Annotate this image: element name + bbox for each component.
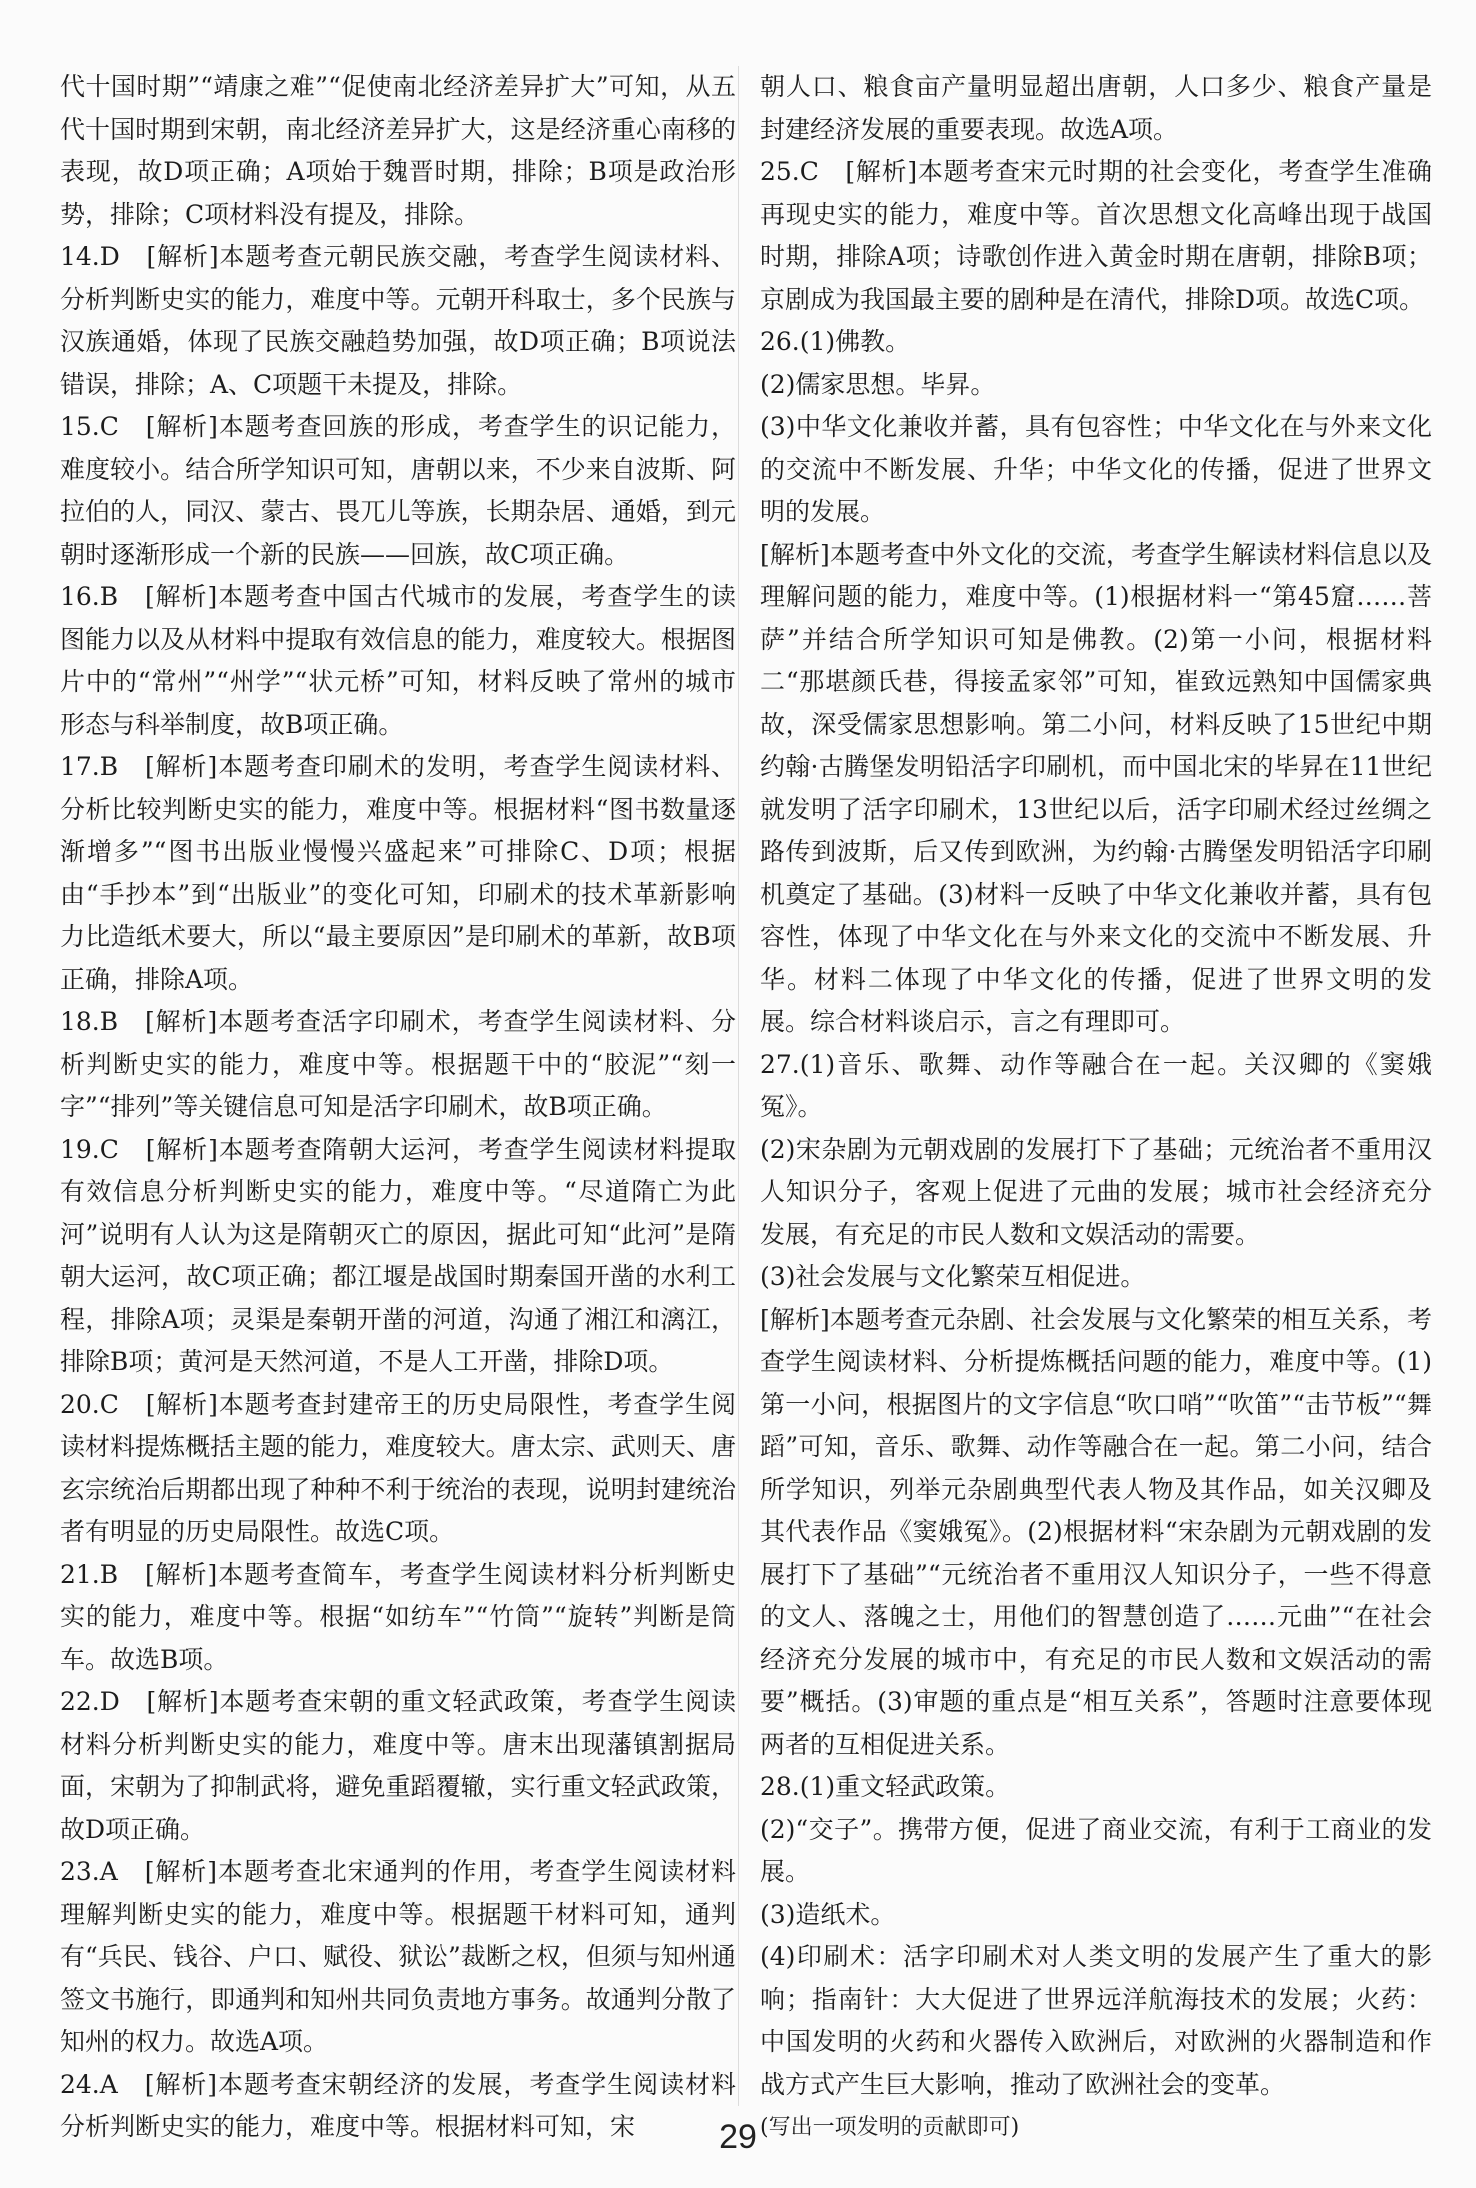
- answer-19: 19.C [解析]本题考查隋朝大运河，考查学生阅读材料提取有效信息分析判断史实的能力，难度中等。“尽道隋亡为此河”说明有人认为这是隋朝灭亡的原因，据此可知“此河”是隋朝大运河，故C项正确；都江堰是战国时期秦国开凿的水利工程，排除A项；灵渠是秦朝开凿的河道，沟通了湘江和漓江，排除B项；黄河是天然河道，不是人工开凿，排除D项。: [60, 1134, 736, 1376]
- answer-28-1: 28.(1)重文轻武政策。: [760, 1772, 1011, 1801]
- answer-24: 24.A [解析]本题考查宋朝经济的发展，考查学生阅读材料分析判断史实的能力，难度中等。根据材料可知，宋: [60, 2069, 736, 2141]
- answer-17: 17.B [解析]本题考查印刷术的发明，考查学生阅读材料、分析比较判断史实的能力，难度中等。根据材料“图书数量逐渐增多”“图书出版业慢慢兴盛起来”可排除C、D项；根据由“手抄本”到“出版业”的变化可知，印刷术的技术革新影响力比造纸术要大，所以“最主要原因”是印刷术的革新，故B项正确，排除A项。: [60, 752, 736, 994]
- answer-16: 16.B [解析]本题考查中国古代城市的发展，考查学生的读图能力以及从材料中提取有效信息的能力，难度较大。根据图片中的“常州”“州学”“状元桥”可知，材料反映了常州的城市形态与科举制度，故B项正确。: [60, 582, 736, 739]
- answer-paragraph: 代十国时期”“靖康之难”“促使南北经济差异扩大”可知，从五代十国时期到宋朝，南北经济差异扩大，这是经济重心南移的表现，故D项正确；A项始于魏晋时期，排除；B项是政治形势，排除；C项材料没有提及，排除。: [60, 72, 736, 229]
- answer-21: 21.B [解析]本题考查简车，考查学生阅读材料分析判断史实的能力，难度中等。根据“如纺车”“竹筒”“旋转”判断是筒车。故选B项。: [60, 1559, 736, 1674]
- answer-18: 18.B [解析]本题考查活字印刷术，考查学生阅读材料、分析判断史实的能力，难度中等。根据题干中的“胶泥”“刻一字”“排列”等关键信息可知是活字印刷术，故B项正确。: [60, 1007, 736, 1121]
- answer-note: (写出一项发明的贡献即可): [760, 2115, 1020, 2140]
- answer-26-analysis: [解析]本题考查中外文化的交流，考查学生解读材料信息以及理解问题的能力，难度中等。(1)根据材料一“第45窟……菩萨”并结合所学知识可知是佛教。(2)第一小问，根据材料二“那堪颜氏巷，得接孟家邻”可知，崔致远熟知中国儒家典故，深受儒家思想影响。第二小问，材料反映了15世纪中期约翰·古腾堡发明铅活字印刷机，而中国北宋的毕昇在11世纪就发明了活字印刷术，13世纪以后，活字印刷术经过丝绸之路传到波斯，后又传到欧洲，为约翰·古腾堡发明铅活字印刷机奠定了基础。(3)材料一反映了中华文化兼收并蓄，具有包容性，体现了中华文化在与外来文化的交流中不断发展、升华。材料二体现了中华文化的传播，促进了世界文明的发展。综合材料谈启示，言之有理即可。: [760, 539, 1432, 1036]
- answer-25: 25.C [解析]本题考查宋元时期的社会变化，考查学生准确再现史实的能力，难度中等。首次思想文化高峰出现于战国时期，排除A项；诗歌创作进入黄金时期在唐朝，排除B项；京剧成为我国最主要的剧种是在清代，排除D项。故选C项。: [760, 157, 1432, 314]
- column-divider: [738, 66, 739, 2106]
- answer-14: 14.D [解析]本题考查元朝民族交融，考查学生阅读材料、分析判断史实的能力，难度中等。元朝开科取士，多个民族与汉族通婚，体现了民族交融趋势加强，故D项正确；B项说法错误，排除；A、C项题干未提及，排除。: [60, 242, 736, 399]
- right-column: [760, 66, 1432, 2148]
- answer-26-2: (2)儒家思想。毕昇。: [760, 369, 996, 399]
- answer-28-2: (2)“交子”。携带方便，促进了商业交流，有利于工商业的发展。: [760, 1814, 1432, 1886]
- answer-24-continued: 朝人口、粮食亩产量明显超出唐朝，人口多少、粮食产量是封建经济发展的重要表现。故选A项。: [760, 72, 1432, 144]
- answer-27-analysis: [解析]本题考查元杂剧、社会发展与文化繁荣的相互关系，考查学生阅读材料、分析提炼概括问题的能力，难度中等。(1)第一小问，根据图片的文字信息“吹口哨”“吹笛”“击节板”“舞蹈”可知，音乐、歌舞、动作等融合在一起。第二小问，结合所学知识，列举元杂剧典型代表人物及其作品，如关汉卿及其代表作品《窦娥冤》。(2)根据材料“宋杂剧为元朝戏剧的发展打下了基础”“元统治者不重用汉人知识分子，一些不得意的文人、落魄之士，用他们的智慧创造了……元曲”“在社会经济充分发展的城市中，有充足的市民人数和文娱活动的需要”概括。(3)审题的重点是“相互关系”，答题时注意要体现两者的互相促进关系。: [760, 1304, 1432, 1759]
- answer-15: 15.C [解析]本题考查回族的形成，考查学生的识记能力，难度较小。结合所学知识可知，唐朝以来，不少来自波斯、阿拉伯的人，同汉、蒙古、畏兀儿等族，长期杂居、通婚，到元朝时逐渐形成一个新的民族——回族，故C项正确。: [60, 412, 736, 569]
- answer-28-3: (3)造纸术。: [760, 1899, 896, 1929]
- page-number: 29: [719, 2118, 757, 2156]
- answer-28-4: (4)印刷术：活字印刷术对人类文明的发展产生了重大的影响；指南针：大大促进了世界远洋航海技术的发展；火药：中国发明的火药和火器传入欧洲后，对欧洲的火器制造和作战方式产生巨大影响，推动了欧洲社会的变革。: [760, 1942, 1432, 2099]
- answer-27-1: 27.(1)音乐、歌舞、动作等融合在一起。关汉卿的《窦娥冤》。: [760, 1049, 1432, 1121]
- answer-26-3: (3)中华文化兼收并蓄，具有包容性；中华文化在与外来文化的交流中不断发展、升华；中华文化的传播，促进了世界文明的发展。: [760, 412, 1432, 526]
- answer-27-3: (3)社会发展与文化繁荣互相促进。: [760, 1262, 1146, 1291]
- answer-22: 22.D [解析]本题考查宋朝的重文轻武政策，考查学生阅读材料分析判断史实的能力，难度中等。唐末出现藩镇割据局面，宋朝为了抑制武将，避免重蹈覆辙，实行重文轻武政策，故D项正确。: [60, 1687, 736, 1844]
- answer-23: 23.A [解析]本题考查北宋通判的作用，考查学生阅读材料理解判断史实的能力，难度中等。根据题干材料可知，通判有“兵民、钱谷、户口、赋役、狱讼”裁断之权，但须与知州通签文书施行，即通判和知州共同负责地方事务。故通判分散了知州的权力。故选A项。: [60, 1857, 736, 2056]
- left-column: [60, 66, 736, 2149]
- answer-27-2: (2)宋杂剧为元朝戏剧的发展打下了基础；元统治者不重用汉人知识分子，客观上促进了元曲的发展；城市社会经济充分发展，有充足的市民人数和文娱活动的需要。: [760, 1134, 1432, 1249]
- answer-26-1: 26.(1)佛教。: [760, 327, 911, 356]
- answer-20: 20.C [解析]本题考查封建帝王的历史局限性，考查学生阅读材料提炼概括主题的能力，难度较大。唐太宗、武则天、唐玄宗统治后期都出现了种种不利于统治的表现，说明封建统治者有明显的历史局限性。故选C项。: [60, 1389, 736, 1546]
